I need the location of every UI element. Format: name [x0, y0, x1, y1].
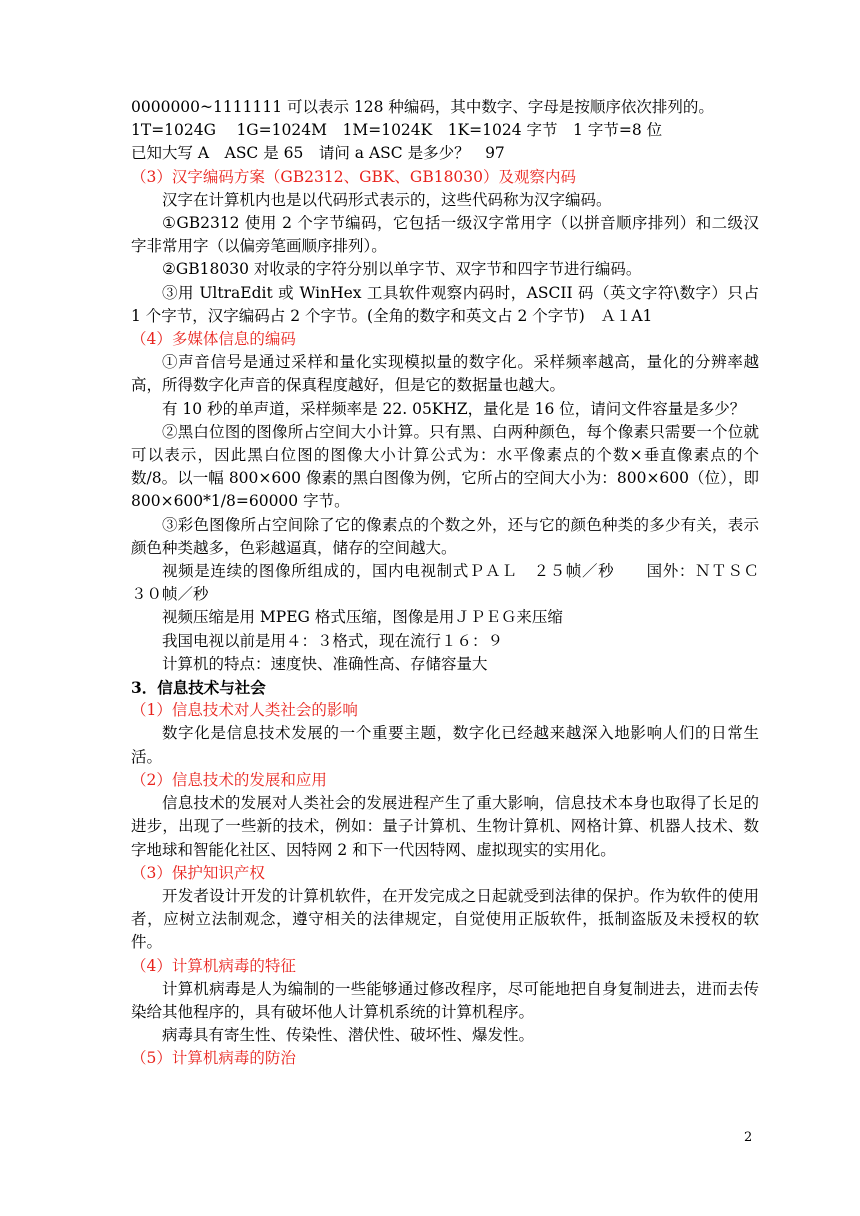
paragraph-audio-question: 有 10 秒的单声道，采样频率是 22. 05KHZ，量化是 16 位，请问文件容量是多少？ — [162, 399, 746, 418]
paragraph-video-compression: 视频压缩是用 MPEG 格式压缩，图像是用ＪＰＥＧ来压缩 — [162, 608, 563, 627]
subheading-chinese-encoding: （3）汉字编码方案（GB2312、GBK、GB18030）及观察内码 — [131, 167, 577, 186]
text-line-ascii-question: 已知大写 A ASC 是 65 请问 a ASC 是多少？ 97 — [131, 144, 505, 163]
paragraph-virus-definition: 计算机病毒是人为编制的一些能够通过修改程序，尽可能地把自身复制进去，进而去传染给其他程序的，具有破坏他人计算机系统的计算机程序。 — [131, 979, 759, 1021]
paragraph-intellectual-property: 开发者设计开发的计算机软件，在开发完成之日起就受到法律的保护。作为软件的使用者，应树立法制观念，遵守相关的法律规定，自觉使用正版软件，抵制盗版及未授权的软件。 — [131, 886, 759, 952]
text-line-storage-units: 1T=1024G 1G=1024M 1M=1024K 1K=1024 字节 1 字节=8 位 — [131, 121, 663, 140]
subheading-virus-features: （4）计算机病毒的特征 — [131, 956, 296, 975]
page-number: 2 — [744, 1130, 753, 1145]
subheading-virus-prevention: （5）计算机病毒的防治 — [131, 1049, 296, 1068]
paragraph-color-image: ③彩色图像所占空间除了它的像素点的个数之外，还与它的颜色种类的多少有关，表示颜色种类越多，色彩越逼真，储存的空间越大。 — [131, 515, 759, 557]
paragraph-computer-features: 计算机的特点：速度快、准确性高、存储容量大 — [162, 654, 488, 673]
page-content — [131, 96, 775, 1071]
paragraph-gb2312: ①GB2312 使用 2 个字节编码，它包括一级汉字常用字（以拼音顺序排列）和二级汉字非常用字（以偏旁笔画顺序排列）。 — [131, 214, 759, 256]
subheading-multimedia-encoding: （4）多媒体信息的编码 — [131, 330, 296, 349]
section-heading-it-and-society: 3．信息技术与社会 — [131, 678, 266, 698]
paragraph-bitmap-size: ②黑白位图的图像所占空间大小计算。只有黑、白两种颜色，每个像素只需要一个位就可以表示，因此黑白位图的图像大小计算公式为：水平像素点的个数×垂直像素点的个数/8。以一幅 800×600 像素的黑白图像为例，它所占的空间大小为：800×600（位），即 800×600*1/8=60000 字节。 — [131, 422, 759, 511]
paragraph-internal-code-viewing: ③用 UltraEdit 或 WinHex 工具软件观察内码时，ASCII 码（英文字符\数字）只占 1 个字节，汉字编码占 2 个字节。(全角的数字和英文占 2 个字节) Ａ１A1 — [131, 283, 759, 325]
subheading-intellectual-property: （3）保护知识产权 — [131, 863, 265, 882]
subheading-it-development: （2）信息技术的发展和应用 — [131, 770, 327, 789]
paragraph-audio-sampling: ①声音信号是通过采样和量化实现模拟量的数字化。采样频率越高，量化的分辨率越高，所得数字化声音的保真程度越好，但是它的数据量也越大。 — [131, 353, 759, 395]
paragraph-it-development: 信息技术的发展对人类社会的发展进程产生了重大影响，信息技术本身也取得了长足的进步，出现了一些新的技术，例如：量子计算机、生物计算机、网格计算、机器人技术、数字地球和智能化社区、因特网 2 和下一代因特网、虚拟现实的实用化。 — [131, 794, 759, 859]
paragraph-tv-aspect-ratio: 我国电视以前是用４：３格式，现在流行１６：９ — [162, 631, 504, 650]
paragraph-it-impact: 数字化是信息技术发展的一个重要主题，数字化已经越来越深入地影响人们的日常生活。 — [131, 724, 759, 766]
paragraph-video-standards: 视频是连续的图像所组成的，国内电视制式ＰＡＬ ２５帧／秒 国外：ＮＴＳＣ ３０帧／秒 — [131, 562, 775, 604]
text-line-encoding-range: 0000000~1111111 可以表示 128 种编码，其中数字、字母是按顺序依次排列的。 — [131, 98, 714, 116]
paragraph-chinese-encoding-intro: 汉字在计算机内也是以代码形式表示的，这些代码称为汉字编码。 — [162, 190, 612, 209]
subheading-it-impact: （1）信息技术对人类社会的影响 — [131, 701, 358, 720]
paragraph-virus-traits: 病毒具有寄生性、传染性、潜伏性、破坏性、爆发性。 — [162, 1026, 535, 1045]
paragraph-gb18030: ②GB18030 对收录的字符分别以单字节、双字节和四字节进行编码。 — [162, 260, 642, 279]
